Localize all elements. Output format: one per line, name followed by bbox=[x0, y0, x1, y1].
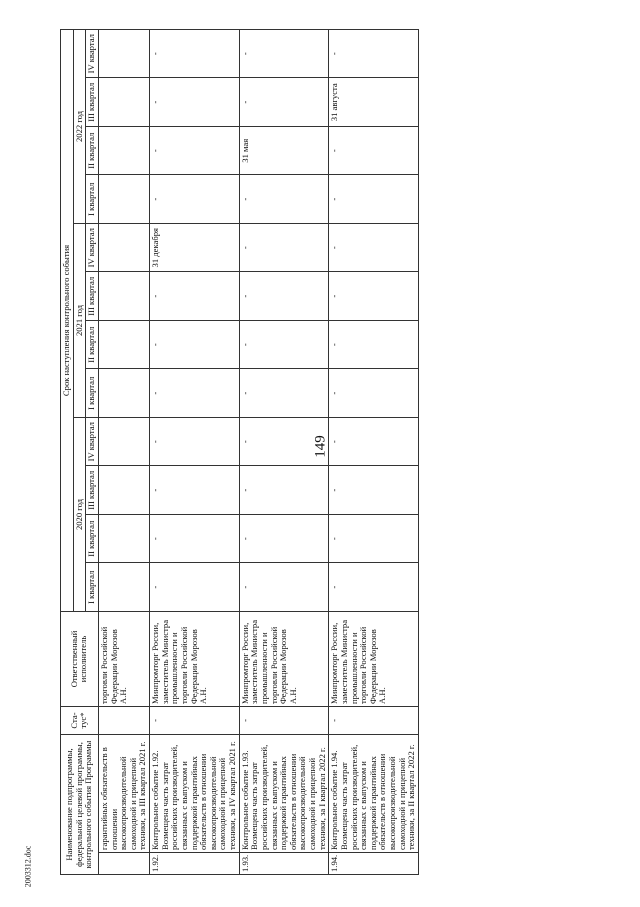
event-name: Контрольное событие 1.94. Возмещена часть затрат российских производителей, связанных с выпуском и поддержкой гарантийных обязательств в отношении высокопроизводительной самоходной и прицепной техники, за II квартал 2022 г. bbox=[329, 734, 419, 852]
quarter-cell: - bbox=[329, 29, 419, 78]
quarter-cell: - bbox=[239, 369, 329, 418]
header-quarter: IV квартал bbox=[86, 223, 99, 272]
rotated-table-container bbox=[60, 30, 620, 875]
header-year-2022: 2022 год bbox=[73, 29, 86, 223]
event-executor: Минпромторг России, заместитель Министра промышленности и торговли Российской Федерации Морозов А.Н. bbox=[150, 611, 240, 706]
header-quarter: II квартал bbox=[86, 126, 99, 175]
quarter-cell bbox=[98, 175, 149, 224]
header-quarter: III квартал bbox=[86, 466, 99, 515]
header-quarter: IV квартал bbox=[86, 29, 99, 78]
table-row bbox=[150, 29, 240, 874]
page-number: 149 bbox=[312, 435, 329, 458]
event-name: гарантийных обязательств в отношении высокопроизводительной самоходной и прицепной техники, за III квартал 2021 г. bbox=[98, 734, 149, 852]
quarter-cell: - bbox=[329, 272, 419, 321]
header-quarter: IV квартал bbox=[86, 417, 99, 466]
header-quarter: II квартал bbox=[86, 514, 99, 563]
header-name: Наименование подпрограммы, федеральной целевой программы, контрольного события Программы bbox=[61, 734, 99, 874]
quarter-cell: - bbox=[329, 417, 419, 466]
table-row bbox=[239, 29, 329, 874]
quarter-cell: - bbox=[239, 514, 329, 563]
table-row bbox=[329, 29, 419, 874]
header-year-2021: 2021 год bbox=[73, 223, 86, 417]
event-status: - bbox=[239, 706, 329, 734]
event-status: - bbox=[329, 706, 419, 734]
quarter-cell bbox=[98, 369, 149, 418]
quarter-cell: - bbox=[329, 514, 419, 563]
quarter-cell: - bbox=[150, 29, 240, 78]
header-quarter: III квартал bbox=[86, 78, 99, 127]
quarter-cell bbox=[98, 272, 149, 321]
quarter-cell bbox=[98, 563, 149, 612]
table-row bbox=[98, 29, 149, 874]
header-quarter: III квартал bbox=[86, 272, 99, 321]
quarter-cell: - bbox=[239, 417, 329, 466]
quarter-cell: 31 августа bbox=[329, 78, 419, 127]
quarter-cell: - bbox=[239, 223, 329, 272]
quarter-cell: - bbox=[150, 272, 240, 321]
event-status bbox=[98, 706, 149, 734]
quarter-cell: - bbox=[329, 175, 419, 224]
quarter-cell: - bbox=[329, 369, 419, 418]
quarter-cell: - bbox=[329, 223, 419, 272]
quarter-cell bbox=[98, 29, 149, 78]
header-year-2020: 2020 год bbox=[73, 417, 86, 611]
quarter-cell: - bbox=[239, 175, 329, 224]
event-name: Контрольное событие 1.93. Возмещена часть затрат российских производителей, связанных с выпуском и поддержкой гарантийных обязательств в отношении высокопроизводительной самоходной и прицепной техники, за I квартал 2022 г. bbox=[239, 734, 329, 852]
quarter-cell: - bbox=[150, 466, 240, 515]
quarter-cell bbox=[98, 126, 149, 175]
quarter-cell: - bbox=[150, 369, 240, 418]
row-number bbox=[98, 853, 149, 875]
quarter-cell: - bbox=[239, 29, 329, 78]
quarter-cell: - bbox=[239, 320, 329, 369]
quarter-cell: - bbox=[239, 563, 329, 612]
row-number: 1.94. bbox=[329, 853, 419, 875]
quarter-cell: - bbox=[150, 320, 240, 369]
event-status: - bbox=[150, 706, 240, 734]
event-executor: Минпромторг России, заместитель Министра промышленности и торговли Российской Федерации Морозов А.Н. bbox=[239, 611, 329, 706]
quarter-cell: - bbox=[239, 466, 329, 515]
quarter-cell: - bbox=[329, 320, 419, 369]
quarter-cell: - bbox=[239, 272, 329, 321]
table-body bbox=[98, 29, 418, 874]
quarter-cell: 31 декабря bbox=[150, 223, 240, 272]
event-executor: Минпромторг России, заместитель Министра промышленности и торговли Российской Федерации Морозов А.Н. bbox=[329, 611, 419, 706]
row-number: 1.92. bbox=[150, 853, 240, 875]
quarter-cell: - bbox=[329, 466, 419, 515]
quarter-cell: - bbox=[239, 78, 329, 127]
header-period: Срок наступления контрольного события bbox=[61, 29, 74, 611]
quarter-cell: - bbox=[150, 563, 240, 612]
quarter-cell: - bbox=[329, 126, 419, 175]
row-number: 1.93. bbox=[239, 853, 329, 875]
header-quarter: I квартал bbox=[86, 175, 99, 224]
quarter-cell: - bbox=[329, 563, 419, 612]
quarter-cell: - bbox=[150, 126, 240, 175]
header-quarter: I квартал bbox=[86, 369, 99, 418]
event-name: Контрольное событие 1.92. Возмещена часть затрат российских производителей, связанных с выпуском и поддержкой гарантийных обязательств в отношении высокопроизводительной самоходной и прицепной техники, за IV квартал 2021 г. bbox=[150, 734, 240, 852]
quarter-cell: - bbox=[150, 175, 240, 224]
header-executor: Ответственный исполнитель bbox=[61, 611, 99, 706]
quarter-cell: - bbox=[150, 78, 240, 127]
quarter-cell bbox=[98, 223, 149, 272]
quarter-cell bbox=[98, 514, 149, 563]
quarter-cell bbox=[98, 466, 149, 515]
event-executor: торговли Российской Федерации Морозов А.Н. bbox=[98, 611, 149, 706]
quarter-cell bbox=[98, 417, 149, 466]
header-quarter: II квартал bbox=[86, 320, 99, 369]
quarter-cell: 31 мая bbox=[239, 126, 329, 175]
quarter-cell bbox=[98, 320, 149, 369]
quarter-cell: - bbox=[150, 514, 240, 563]
quarter-cell bbox=[98, 78, 149, 127]
footer-filename: 2003312.doc bbox=[23, 845, 33, 888]
header-quarter: I квартал bbox=[86, 563, 99, 612]
quarter-cell: - bbox=[150, 417, 240, 466]
schedule-table bbox=[60, 29, 419, 875]
header-status: Ста-тус* bbox=[61, 706, 99, 734]
